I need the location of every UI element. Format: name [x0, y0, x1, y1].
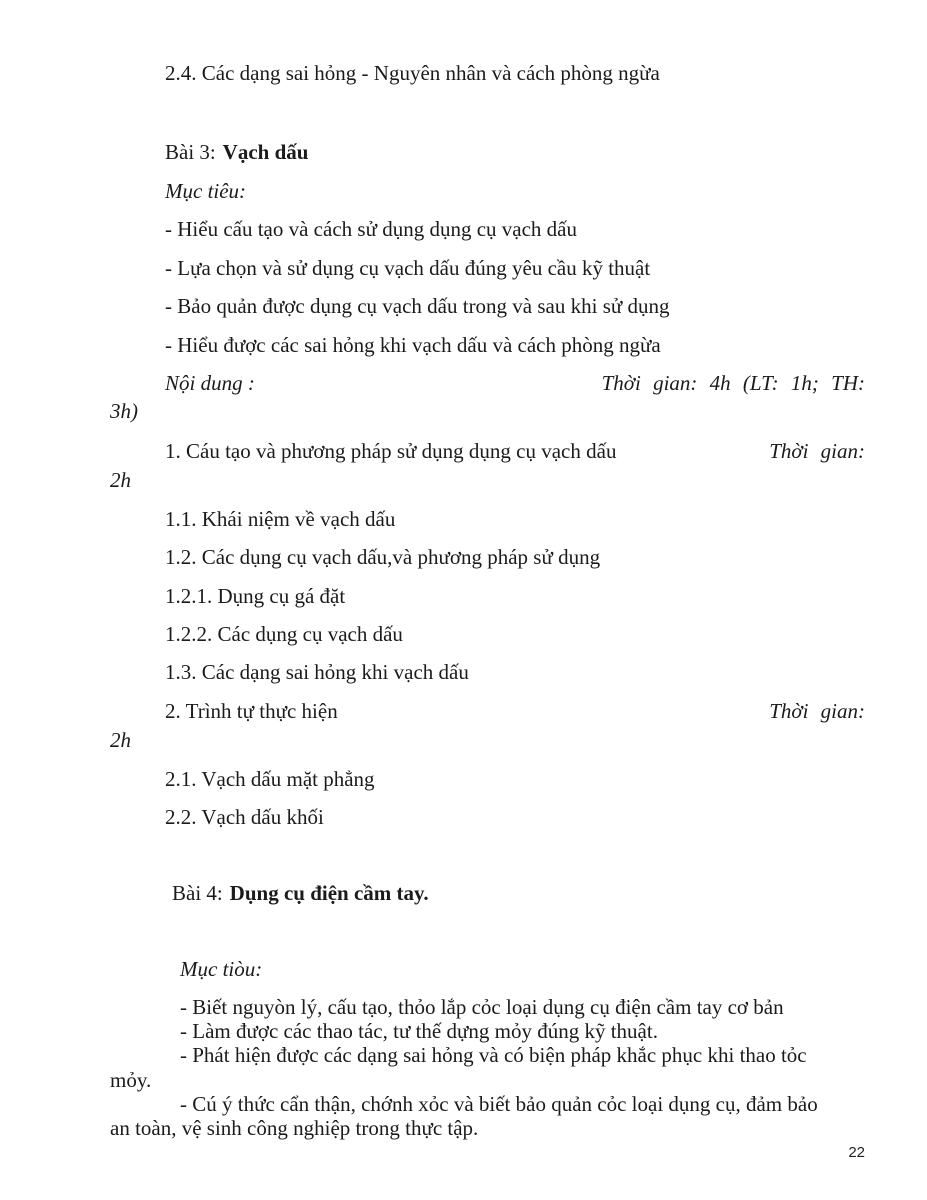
lesson3-item-1-1: 1.1. Khái niệm về vạch dấu — [165, 507, 396, 531]
lesson3-section1-time-label: Thời gian: — [769, 439, 865, 463]
lesson3-section2-row — [165, 698, 865, 724]
lesson3-content-time: Thời gian: 4h (LT: 1h; TH: — [601, 371, 865, 395]
lesson3-objective-2: - Lựa chọn và sử dụng cụ vạch dấu đúng yêu cầu kỹ thuật — [165, 256, 651, 280]
lesson3-title: Vạch dấu — [222, 140, 309, 164]
lesson3-item-1-2: 1.2. Các dụng cụ vạch dấu,và phương pháp sử dụng — [165, 545, 601, 569]
lesson3-item-2-1: 2.1. Vạch dấu mặt phẳng — [165, 767, 375, 791]
lesson3-section2-title: 2. Trình tự thực hiện — [165, 699, 338, 723]
lesson3-label: Bài 3: — [165, 140, 216, 164]
lesson3-heading — [165, 139, 865, 165]
lesson3-section2-time-label: Thời gian: — [769, 699, 865, 723]
lesson3-item-2-2: 2.2. Vạch dấu khối — [165, 805, 324, 829]
lesson4-objectives-heading: Mục tiòu: — [180, 957, 263, 981]
lesson3-objectives-heading: Mục tiêu: — [165, 179, 247, 203]
lesson4-label: Bài 4: — [172, 881, 223, 905]
section-2-4-line: 2.4. Các dạng sai hỏng - Nguyên nhân và cách phòng ngừa — [165, 61, 660, 85]
lesson3-objective-1: - Hiểu cấu tạo và cách sử dụng dụng cụ vạch dấu — [165, 217, 577, 241]
lesson4-objective-3-wrap: mỏy. — [110, 1068, 152, 1092]
lesson4-objective-4: - Cú ý thức cẩn thận, chớnh xỏc và biết bảo quản cỏc loại dụng cụ, đảm bảo — [180, 1092, 818, 1116]
lesson4-title: Dụng cụ điện cầm tay. — [229, 881, 429, 905]
lesson4-objective-3: - Phát hiện được các dạng sai hỏng và có biện pháp khắc phục khi thao tỏc — [180, 1043, 807, 1067]
page-number: 22 — [848, 1144, 865, 1161]
lesson3-section1-time-wrap: 2h — [110, 468, 131, 492]
lesson3-content-row — [165, 370, 865, 396]
lesson4-objective-2: - Làm được các thao tác, tư thế dựng mỏy đúng kỹ thuật. — [180, 1019, 658, 1043]
lesson3-objective-3: - Bảo quản được dụng cụ vạch dấu trong và sau khi sử dụng — [165, 294, 670, 318]
lesson3-item-1-2-1: 1.2.1. Dụng cụ gá đặt — [165, 584, 346, 608]
lesson3-section1-row — [165, 438, 865, 464]
lesson3-content-time-wrap: 3h) — [110, 399, 138, 423]
lesson3-item-1-3: 1.3. Các dạng sai hỏng khi vạch dấu — [165, 660, 469, 684]
lesson4-objective-1: - Biết nguyòn lý, cấu tạo, thỏo lắp cỏc loại dụng cụ điện cầm tay cơ bản — [180, 995, 784, 1019]
lesson3-section2-time-wrap: 2h — [110, 728, 131, 752]
lesson3-section1-title: 1. Cáu tạo và phương pháp sử dụng dụng cụ vạch dấu — [165, 439, 617, 463]
lesson4-objective-4-wrap: an toàn, vệ sinh công nghiệp trong thực tập. — [110, 1116, 479, 1140]
lesson3-content-heading: Nội dung : — [165, 371, 255, 395]
lesson4-heading — [172, 880, 865, 906]
lesson3-objective-4: - Hiểu được các sai hỏng khi vạch dấu và cách phòng ngừa — [165, 333, 661, 357]
lesson3-item-1-2-2: 1.2.2. Các dụng cụ vạch dấu — [165, 622, 403, 646]
